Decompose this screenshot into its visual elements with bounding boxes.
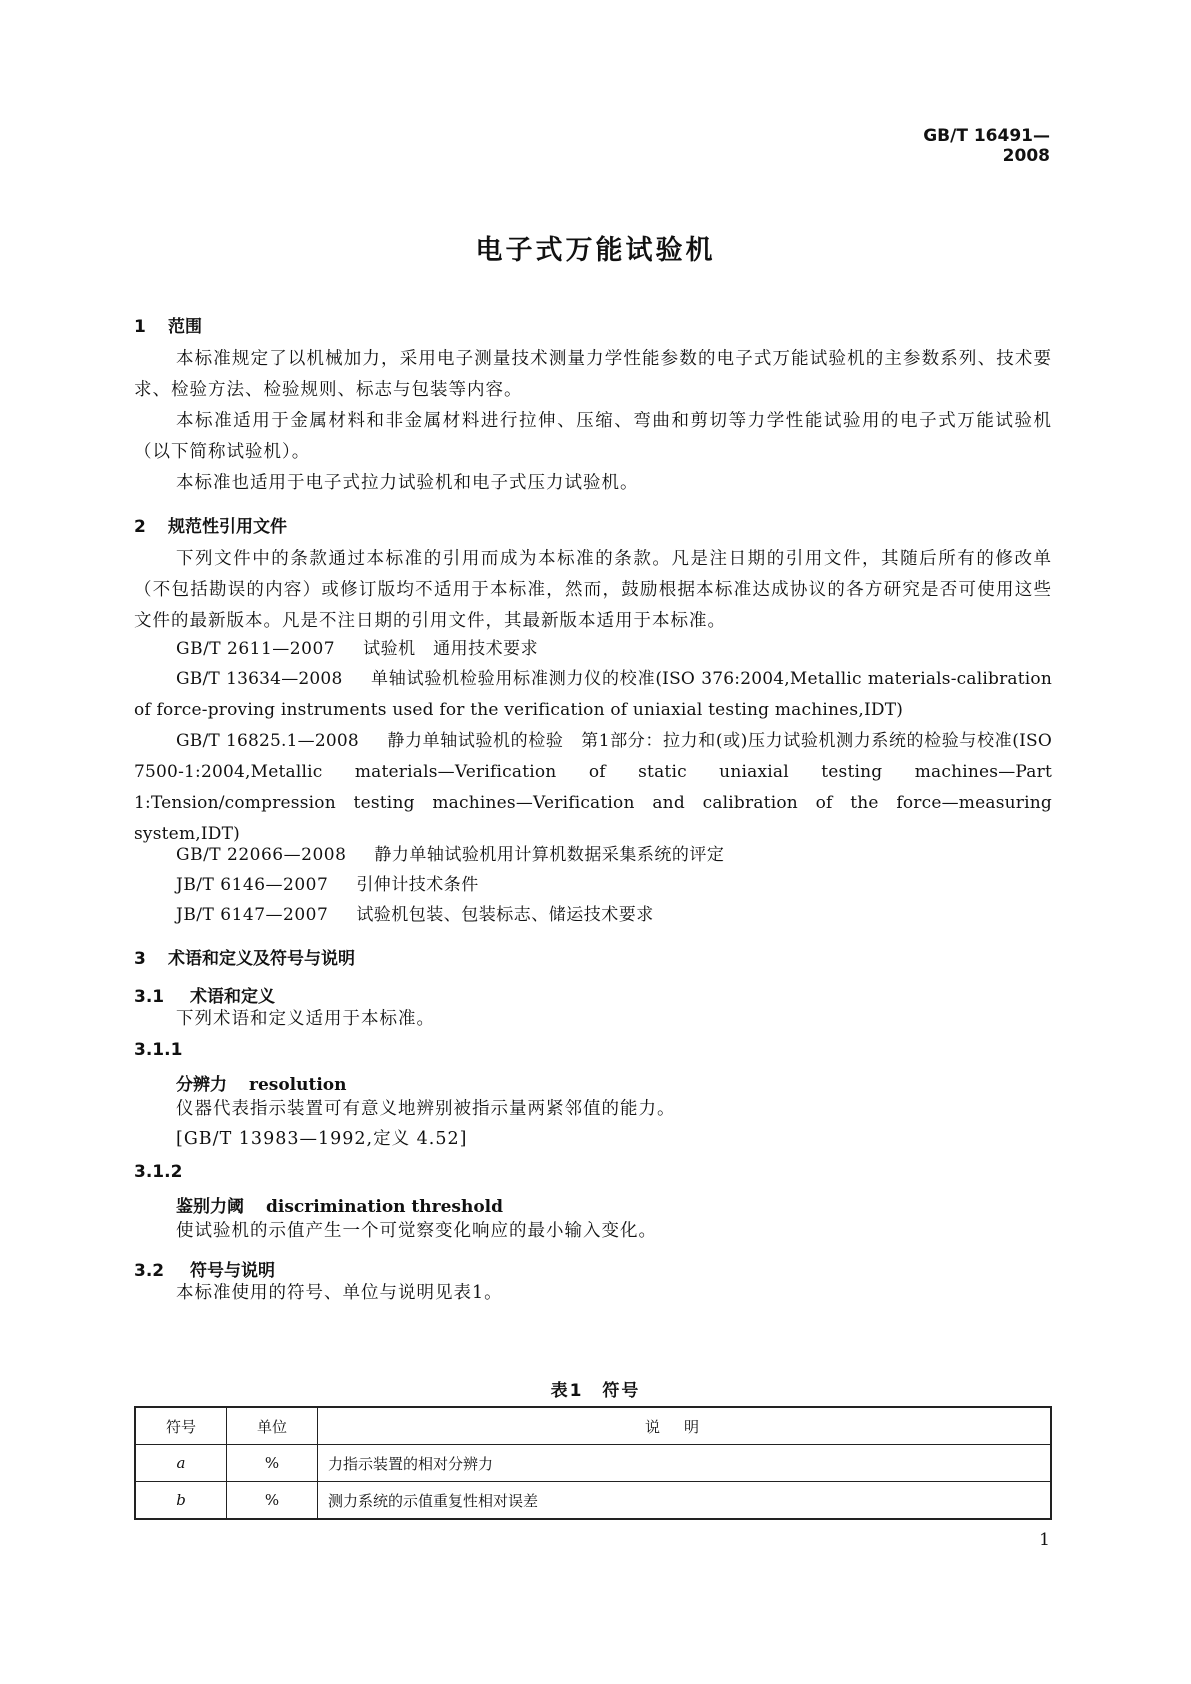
section-1-heading [134,312,202,337]
table-caption: 表1 符号 [550,1381,641,1401]
cell-unit: % [227,1445,318,1482]
reference-item [176,870,1052,901]
reference-code: GB/T 16825.1—2008 [176,731,359,751]
reference-title: 单轴试验机检验用标准测力仪的校准(ISO 376:2004,Metallic materials-calibration of force-proving instruments used for the verification of uniaxial testing machines,IDT) [134,669,1052,720]
document-title: 电子式万能试验机 [475,235,716,266]
term-definition: 仪器代表指示装置可有意义地辨别被指示量两紧邻值的能力。 [176,1099,676,1119]
term-number: 3.1.1 [134,1040,183,1060]
term-number: 3.1.2 [134,1162,183,1182]
term-heading [176,1192,503,1217]
cell-unit: % [227,1482,318,1520]
section-3-heading [134,944,355,969]
reference-code: GB/T 22066—2008 [176,845,347,865]
section-title: 符号与说明 [190,1261,275,1281]
reference-item [134,664,1052,726]
paragraph: 本标准也适用于电子式拉力试验机和电子式压力试验机。 [176,473,639,493]
section-title: 规范性引用文件 [168,517,287,537]
term-source: [GB/T 13983—1992,定义 4.52] [176,1129,468,1149]
cell-symbol: b [135,1482,227,1520]
paragraph: 下列文件中的条款通过本标准的引用而成为本标准的条款。凡是注日期的引用文件，其随后所有的修改单（不包括勘误的内容）或修订版均不适用于本标准，然而，鼓励根据本标准达成协议的各方研究是否可使用这些文件的最新版本。凡是不注日期的引用文件，其最新版本适用于本标准。 [134,549,1052,631]
term-definition: 使试验机的示值产生一个可觉察变化响应的最小输入变化。 [176,1221,657,1241]
term-cn: 鉴别力阈 [176,1197,244,1217]
paragraph: 本标准规定了以机械加力，采用电子测量技术测量力学性能参数的电子式万能试验机的主参数系列、技术要求、检验方法、检验规则、标志与包装等内容。 [134,349,1052,400]
reference-title: 试验机包装、包装标志、储运技术要求 [356,905,654,925]
section-title: 术语和定义及符号与说明 [168,949,355,969]
cell-description: 测力系统的示值重复性相对误差 [318,1482,1052,1520]
reference-item [176,900,1052,931]
term-en: resolution [249,1075,347,1095]
symbols-table [134,1406,1052,1520]
standard-code: GB/T 16491—2008 [923,126,1050,166]
reference-code: GB/T 2611—2007 [176,639,336,659]
table-row [135,1445,1051,1482]
section-number: 3.1 [134,987,165,1007]
term-cn: 分辨力 [176,1075,227,1095]
section-title: 范围 [168,317,202,337]
reference-title: 试验机 通用技术要求 [363,639,539,659]
cell-symbol: a [135,1445,227,1482]
term-heading [176,1070,347,1095]
section-number: 1 [134,317,146,337]
paragraph: 本标准适用于金属材料和非金属材料进行拉伸、压缩、弯曲和剪切等力学性能试验用的电子式万能试验机（以下简称试验机）。 [134,411,1052,462]
column-header-description: 说明 [318,1407,1052,1445]
section-number: 3 [134,949,146,969]
cell-description: 力指示装置的相对分辨力 [318,1445,1052,1482]
section-2-heading [134,512,287,537]
section-number: 2 [134,517,146,537]
term-en: discrimination threshold [266,1197,504,1217]
reference-title: 静力单轴试验机用计算机数据采集系统的评定 [374,845,725,865]
table-header-row [135,1407,1051,1445]
reference-code: JB/T 6147—2007 [176,905,329,925]
reference-code: JB/T 6146—2007 [176,875,329,895]
paragraph: 本标准使用的符号、单位与说明见表1。 [176,1283,503,1303]
paragraph: 下列术语和定义适用于本标准。 [176,1009,435,1029]
reference-title: 引伸计技术条件 [356,875,479,895]
column-header-symbol: 符号 [135,1407,227,1445]
reference-item [176,634,1052,665]
reference-item [176,840,1052,871]
reference-title: 静力单轴试验机的检验 第1部分：拉力和(或)压力试验机测力系统的检验与校准(ISO 7500-1:2004,Metallic materials—Verification of static uniaxial testing machines—Part 1:Tension/compression testing machines—Verification and calibration of the force—measuring system,IDT) [134,731,1052,844]
column-header-unit: 单位 [227,1407,318,1445]
section-title: 术语和定义 [190,987,275,1007]
page-number: 1 [1039,1530,1050,1550]
table-row [135,1482,1051,1520]
reference-item [134,726,1052,850]
reference-code: GB/T 13634—2008 [176,669,343,689]
section-number: 3.2 [134,1261,165,1281]
